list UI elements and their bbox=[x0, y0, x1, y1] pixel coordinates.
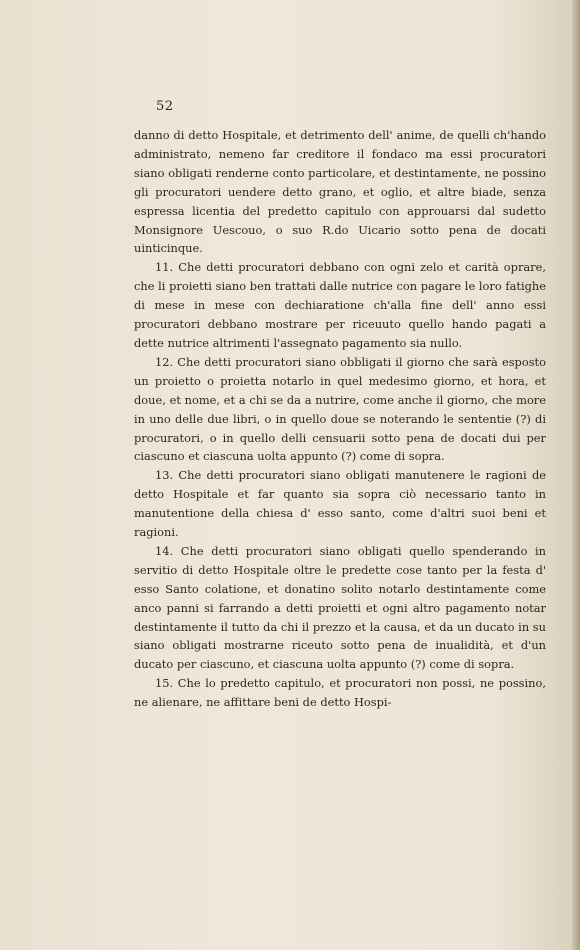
paragraph-13: 13. Che detti procuratori siano obligati manutenere le ragioni de detto Hospitale et far quanto sia sopra ciò necessario tanto in manutentione della chiesa d' esso santo, come d'altri suoi beni et ragioni. bbox=[134, 468, 546, 540]
page-edge-shadow bbox=[572, 0, 580, 950]
paragraph-11: 11. Che detti procuratori debbano con ogni zelo et carità oprare, che li proietti siano ben trattati dalle nutrice con pagare le loro fatighe di mese in mese con dechiaratione ch'alla fine dell' anno essi procuratori debbano mostrare per riceuuto quello hando pagati a dette nutrice altrimenti l'assegnato pagamento sia nullo. bbox=[134, 260, 546, 350]
paragraph-continuation: danno di detto Hospitale, et detrimento dell' anime, de quelli ch'hando administrato, nemeno far creditore il fondaco ma essi procuratori siano obligati renderne conto particolare, et destintamente, ne possino gli procuratori uendere detto grano, et oglio, et altre biade, senza espressa licentia del predetto capitulo con approuarsi dal sudetto Monsignore Uescouo, o suo R.do Uicario sotto pena de docati uinticinque. bbox=[134, 128, 546, 256]
body-text bbox=[134, 126, 546, 712]
paragraph-14: 14. Che detti procuratori siano obligati quello spenderando in servitio di detto Hospitale oltre le predette cose tanto per la festa d' esso Santo colatione, et donatino solito notarlo destintamente come anco panni si farrando a detti proietti et ogni altro pagamento notar destintamente il tutto da chi il prezzo et la causa, et da un ducato in su siano obligati mostrarne riceuto sotto pena de inualidità, et d'un ducato per ciascuno, et ciascuna uolta appunto (?) come di sopra. bbox=[134, 543, 546, 672]
page-number: 52 bbox=[156, 99, 174, 114]
paragraph-15: 15. Che lo predetto capitulo, et procuratori non possi, ne possino, ne alienare, ne affittare beni de detto Hospi- bbox=[134, 676, 546, 710]
paragraph-12: 12. Che detti procuratori siano obbligati il giorno che sarà esposto un proietto o proietta notarlo in quel medesimo giorno, et hora, et doue, et nome, et a chi se da a nutrire, come anche il giorno, che more in uno delle due libri, o in quello doue se noterando le sententie (?) di procuratori, o in quello delli censuarii sotto pena de docati dui per ciascuno et ciascuna uolta appunto (?) come di sopra. bbox=[134, 354, 546, 464]
